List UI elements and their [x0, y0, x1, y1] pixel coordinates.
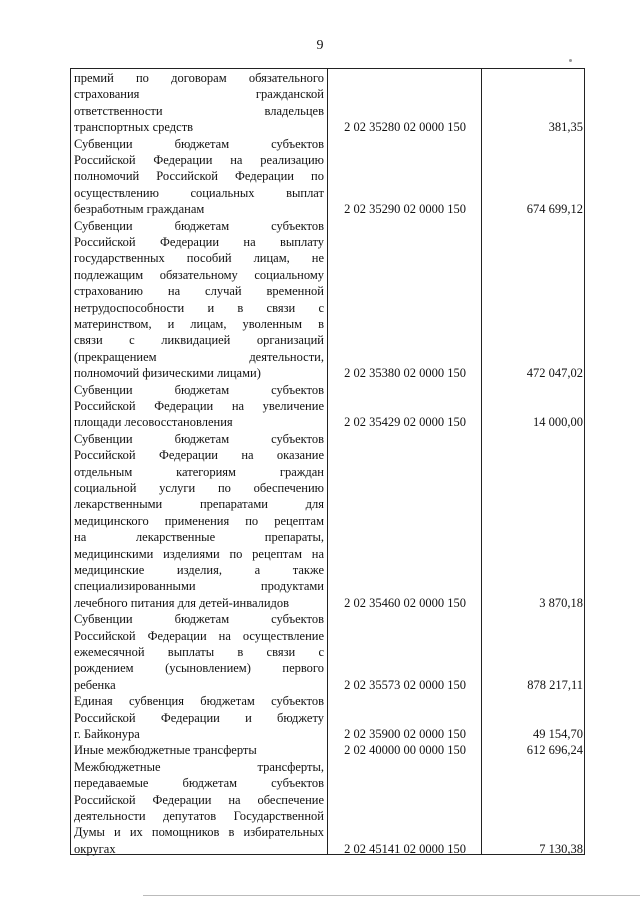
description-line: связи с ликвидацией организаций	[74, 333, 324, 348]
table-row	[71, 70, 586, 136]
budget-code: 2 02 45141 02 0000 150	[344, 841, 466, 856]
description-line: государственных пособий лицам, не	[74, 251, 324, 266]
description-line: Российской Федерации на увеличение	[74, 399, 324, 413]
amount-value: 3 870,18	[539, 595, 583, 610]
description-line: ответственности владельцев	[74, 103, 324, 118]
description-line: премий по договорам обязательного	[74, 71, 324, 85]
description-line: ежемесячной выплаты в связи с	[74, 645, 324, 659]
budget-code: 2 02 35429 02 0000 150	[344, 415, 466, 430]
description-line: рождением (усыновлением) первого	[74, 661, 324, 676]
amount-value: 7 130,38	[539, 841, 583, 856]
description-line: округах	[74, 841, 116, 856]
budget-table	[70, 68, 585, 855]
description-line: подлежащим обязательному социальному	[74, 267, 324, 282]
description-line: осуществлению социальных выплат	[74, 185, 324, 200]
description-line: отдельным категориям граждан	[74, 464, 324, 479]
description-line: на лекарственные препараты,	[74, 530, 324, 545]
table-row	[71, 136, 586, 218]
description-line: Российской Федерации на оказание	[74, 448, 324, 463]
footer-rule	[143, 895, 640, 896]
row-description	[74, 382, 324, 431]
description-line: деятельности депутатов Государственной	[74, 809, 324, 824]
row-description	[74, 742, 324, 758]
budget-code: 2 02 35290 02 0000 150	[344, 202, 466, 217]
amount-value: 14 000,00	[533, 415, 583, 430]
row-description	[74, 70, 324, 136]
budget-code: 2 02 35280 02 0000 150	[344, 120, 466, 135]
description-line: страхования гражданской	[74, 87, 324, 102]
description-line: Российской Федерации на обеспечение	[74, 792, 324, 807]
row-description	[74, 611, 324, 693]
table-row	[71, 218, 586, 382]
amount-value: 49 154,70	[533, 726, 583, 741]
description-line: транспортных средств	[74, 120, 194, 135]
amount-value: 612 696,24	[526, 743, 583, 758]
description-line: Российской Федерации на выплату	[74, 235, 324, 249]
table-row	[71, 693, 586, 742]
description-line: (прекращением деятельности,	[74, 349, 324, 364]
budget-code: 2 02 35573 02 0000 150	[344, 677, 466, 692]
description-line: Российской Федерации и бюджету	[74, 710, 324, 725]
description-line: Субвенции бюджетам субъектов	[74, 218, 324, 233]
description-line: медицинского применения по рецептам	[74, 513, 324, 528]
description-line: Субвенции бюджетам субъектов	[74, 136, 324, 151]
description-line: лечебного питания для детей-инвалидов	[74, 595, 290, 610]
description-line: площади лесовосстановления	[74, 415, 233, 430]
amount-value: 472 047,02	[526, 366, 583, 381]
amount-value: 381,35	[548, 120, 583, 135]
budget-code: 2 02 40000 00 0000 150	[344, 743, 466, 758]
budget-code: 2 02 35460 02 0000 150	[344, 595, 466, 610]
description-line: медицинские изделия, а также	[74, 563, 324, 578]
row-description	[74, 431, 324, 611]
table-row	[71, 611, 586, 693]
description-line: специализированными продуктами	[74, 579, 324, 594]
description-line: полномочий Российской Федерации по	[74, 169, 324, 184]
description-line: Субвенции бюджетам субъектов	[74, 382, 324, 397]
row-description	[74, 136, 324, 218]
description-line: Единая субвенция бюджетам субъектов	[74, 694, 324, 709]
budget-code: 2 02 35900 02 0000 150	[344, 726, 466, 741]
description-line: ребенка	[74, 677, 116, 692]
description-line: медицинскими изделиями по рецептам на	[74, 546, 324, 561]
description-line: Российской Федерации на осуществление	[74, 628, 324, 643]
table-row	[71, 431, 586, 611]
description-line: страхованию на случай временной	[74, 284, 324, 299]
description-line: Иные межбюджетные трансферты	[74, 743, 257, 758]
description-line: Думы и их помощников в избирательных	[74, 825, 324, 840]
description-line: г. Байконура	[74, 727, 140, 741]
row-description	[74, 693, 324, 742]
description-line: материнством, и лицам, уволенным в	[74, 317, 324, 332]
description-line: полномочий физическими лицами)	[74, 366, 261, 381]
description-line: передаваемые бюджетам субъектов	[74, 776, 324, 791]
description-line: Межбюджетные трансферты,	[74, 759, 324, 774]
row-description	[74, 218, 324, 382]
table-row	[71, 742, 586, 758]
description-line: Субвенции бюджетам субъектов	[74, 431, 324, 446]
amount-value: 674 699,12	[526, 202, 583, 217]
amount-value: 878 217,11	[527, 677, 583, 692]
budget-code: 2 02 35380 02 0000 150	[344, 366, 466, 381]
description-line: безработным гражданам	[74, 202, 205, 217]
description-line: социальной услуги по обеспечению	[74, 481, 324, 496]
row-description	[74, 759, 324, 857]
scan-mark	[569, 59, 572, 62]
description-line: лекарственными препаратами для	[74, 497, 324, 512]
page-number: 9	[316, 38, 324, 53]
table-row	[71, 382, 586, 431]
table-row	[71, 759, 586, 857]
description-line: нетрудоспособности и в связи с	[74, 300, 324, 315]
description-line: Субвенции бюджетам субъектов	[74, 612, 324, 627]
description-line: Российской Федерации на реализацию	[74, 153, 324, 167]
